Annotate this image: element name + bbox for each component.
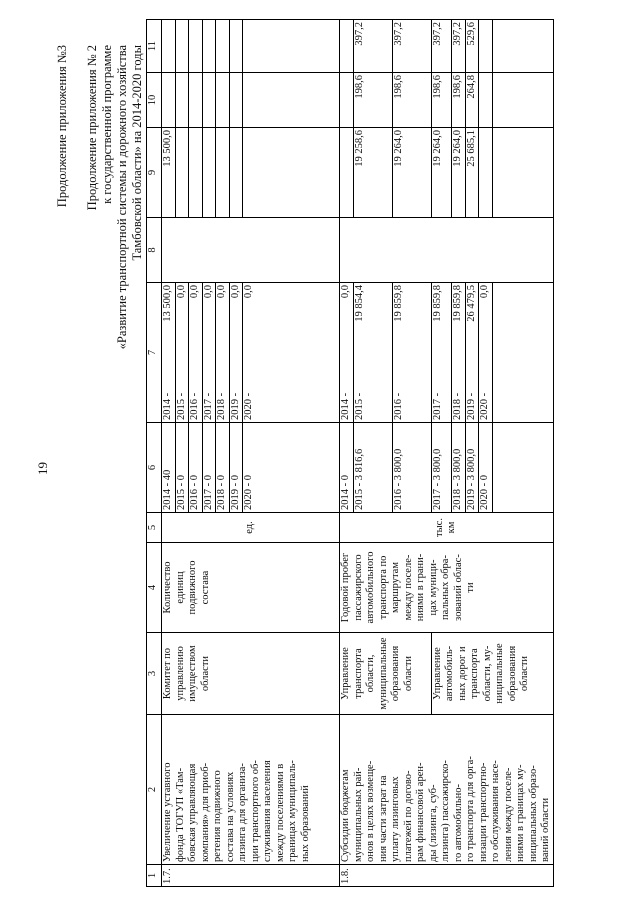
amount: 13 500,0 bbox=[162, 285, 173, 322]
table-row bbox=[162, 20, 176, 887]
funding-local bbox=[175, 73, 189, 128]
funding-local bbox=[479, 73, 493, 128]
target-value: 2019 - 0 bbox=[229, 423, 243, 513]
text-line: км bbox=[446, 521, 458, 534]
column-header: 10 bbox=[147, 73, 162, 128]
measure-name bbox=[340, 715, 554, 865]
year: 2014 - bbox=[340, 392, 351, 420]
column-header: 11 bbox=[147, 20, 162, 73]
column-header: 9 bbox=[147, 128, 162, 218]
text-line: го обслуживания насе- bbox=[490, 760, 501, 862]
text-line: Управление bbox=[340, 647, 351, 700]
funding-local bbox=[216, 73, 230, 128]
target-value: 2016 - 3 800,0 bbox=[392, 423, 431, 513]
indicator bbox=[162, 543, 340, 633]
year: 2017 - bbox=[202, 392, 214, 420]
funding-local bbox=[340, 73, 354, 128]
year: 2017 - bbox=[431, 392, 443, 420]
funding-other: 397,2 bbox=[392, 20, 431, 73]
year: 2018 - bbox=[452, 392, 463, 420]
empty-cell bbox=[492, 423, 553, 513]
text-line: области, bbox=[365, 654, 376, 693]
text-line: автомобиль- bbox=[444, 645, 455, 702]
text-line: цах муници- bbox=[427, 559, 439, 616]
funding-total bbox=[175, 283, 189, 423]
text-line: онов в целях возмеще- bbox=[365, 760, 376, 862]
text-line: Управление bbox=[431, 647, 443, 700]
amount: 0,0 bbox=[229, 285, 241, 299]
text-line: ных дорог и bbox=[456, 646, 468, 701]
text-line: ных образований bbox=[299, 785, 311, 862]
funding-other: 397,2 bbox=[353, 20, 392, 73]
funding-regional bbox=[216, 128, 230, 218]
program-measures-table bbox=[146, 19, 554, 887]
row-number: 1.8. bbox=[340, 865, 554, 887]
text-line: зований облас- bbox=[452, 554, 464, 621]
funding-regional: 25 685,1 bbox=[465, 128, 479, 218]
column-header: 1 bbox=[147, 865, 162, 887]
year: 2016 - bbox=[189, 392, 200, 420]
column-header: 5 bbox=[147, 513, 162, 543]
measure-name bbox=[162, 715, 340, 865]
text-line: Количество bbox=[162, 561, 173, 614]
year: 2015 - bbox=[353, 392, 365, 420]
text-line: рам финансовой арен- bbox=[415, 762, 426, 862]
unit-of-measure bbox=[340, 513, 554, 543]
text-line: области bbox=[199, 655, 211, 692]
target-value: 2018 - 0 bbox=[216, 423, 230, 513]
text-line: ды (лизинга, суб- bbox=[427, 784, 439, 862]
column-header: 7 bbox=[147, 283, 162, 423]
amount: 19 859,8 bbox=[431, 285, 443, 322]
text-line: образования bbox=[390, 645, 401, 702]
target-value: 2017 - 0 bbox=[202, 423, 216, 513]
funding-total bbox=[340, 283, 354, 423]
text-line: транспорта bbox=[469, 648, 480, 699]
target-value: 2018 - 3 800,0 bbox=[452, 423, 466, 513]
text-line: муниципальные bbox=[377, 637, 389, 710]
funding-regional bbox=[189, 128, 203, 218]
amount: 0,0 bbox=[189, 285, 200, 299]
funding-total bbox=[452, 283, 466, 423]
funding-total bbox=[162, 283, 176, 423]
funding-local bbox=[189, 73, 203, 128]
year: 2016 - bbox=[392, 392, 404, 420]
amount: 19 854,4 bbox=[353, 285, 365, 322]
header-line: «Развитие транспортной системы и дорожного хозяйства bbox=[115, 45, 129, 350]
funding-regional bbox=[340, 128, 354, 218]
text-line: го транспорта для орга- bbox=[465, 756, 476, 862]
year: 2018 - bbox=[216, 392, 227, 420]
header-line: к государственной программе bbox=[100, 45, 114, 204]
funding-other: 397,2 bbox=[452, 20, 466, 73]
funding-total bbox=[189, 283, 203, 423]
amount: 0,0 bbox=[479, 285, 490, 299]
row-number: 1.7. bbox=[162, 865, 340, 887]
funding-local bbox=[162, 73, 176, 128]
text-line: состава bbox=[199, 570, 211, 605]
funding-other bbox=[243, 20, 340, 73]
text-line: между поселе- bbox=[402, 554, 414, 621]
funding-local bbox=[202, 73, 216, 128]
amount: 19 859,8 bbox=[452, 285, 463, 322]
funding-regional: 19 258,6 bbox=[353, 128, 392, 218]
text-line: пальных обра- bbox=[440, 555, 451, 620]
funding-other: 397,2 bbox=[431, 20, 452, 73]
text-line: области, му- bbox=[481, 645, 493, 702]
text-line: компания» для приоб- bbox=[199, 762, 211, 862]
text-line: го автомобильно- bbox=[452, 783, 464, 862]
column-number-row bbox=[147, 20, 162, 887]
amount: 0,0 bbox=[202, 285, 214, 299]
text-line: ниями в границах му- bbox=[515, 764, 526, 862]
funding-regional: 19 264,0 bbox=[431, 128, 452, 218]
funding-other bbox=[340, 20, 354, 73]
funding-local: 198,6 bbox=[431, 73, 452, 128]
funding-local bbox=[229, 73, 243, 128]
text-line: единиц bbox=[174, 571, 186, 604]
funding-total bbox=[229, 283, 243, 423]
appendix-program-header bbox=[85, 45, 145, 349]
text-line: служивания населения bbox=[262, 760, 273, 862]
indicator bbox=[340, 543, 554, 633]
executor bbox=[162, 633, 340, 715]
text-line: имуществом bbox=[187, 645, 198, 702]
text-line: низации транспортно- bbox=[477, 762, 489, 862]
text-line: области bbox=[402, 655, 414, 692]
column-header: 4 bbox=[147, 543, 162, 633]
funding-other bbox=[162, 20, 176, 73]
text-line: ваний области bbox=[540, 797, 551, 862]
funding-total bbox=[202, 283, 216, 423]
funding-regional bbox=[229, 128, 243, 218]
target-value: 2019 - 3 800,0 bbox=[465, 423, 479, 513]
header-line: Тамбовской области» на 2014-2020 годы bbox=[130, 45, 144, 261]
funding-federal bbox=[162, 218, 340, 283]
appendix-continuation-title: Продолжение приложения №3 bbox=[55, 45, 69, 208]
text-line: автомобильного bbox=[365, 551, 376, 624]
funding-other bbox=[229, 20, 243, 73]
funding-regional: 19 264,0 bbox=[392, 128, 431, 218]
text-line: Увеличение уставного bbox=[162, 762, 173, 862]
target-value: 2014 - 40 bbox=[162, 423, 176, 513]
text-line: управлению bbox=[174, 646, 186, 701]
text-line: транспорта bbox=[352, 648, 364, 699]
text-line: маршрутам bbox=[390, 562, 401, 613]
year: 2019 - bbox=[229, 392, 241, 420]
empty-cell bbox=[492, 283, 553, 423]
text-line: уплату лизинговых bbox=[390, 776, 401, 862]
text-line: ти bbox=[465, 582, 476, 593]
funding-local: 198,6 bbox=[452, 73, 466, 128]
year: 2015 - bbox=[175, 392, 187, 420]
funding-regional bbox=[202, 128, 216, 218]
year: 2014 - bbox=[162, 392, 173, 420]
funding-local: 264,8 bbox=[465, 73, 479, 128]
amount: 0,0 bbox=[340, 285, 351, 299]
text-line: состава на условиях bbox=[224, 771, 236, 862]
funding-regional: 13 500,0 bbox=[162, 128, 176, 218]
column-header: 8 bbox=[147, 218, 162, 283]
empty-cell bbox=[492, 20, 553, 73]
text-line: пассажирского bbox=[352, 554, 364, 621]
text-line: ния части затрат на bbox=[377, 775, 389, 862]
funding-other: 529,6 bbox=[465, 20, 479, 73]
header-line: Продолжение приложения № 2 bbox=[85, 45, 99, 211]
amount: 0,0 bbox=[243, 285, 254, 299]
text-line: ниципальные bbox=[494, 643, 505, 704]
funding-total bbox=[243, 283, 340, 423]
target-value: 2015 - 0 bbox=[175, 423, 189, 513]
funding-other bbox=[175, 20, 189, 73]
amount: 26 479,5 bbox=[465, 285, 477, 322]
text-line: муниципальных рай- bbox=[352, 767, 364, 862]
text-line: образования bbox=[506, 645, 518, 702]
funding-total bbox=[465, 283, 479, 423]
executor bbox=[431, 633, 553, 715]
funding-total bbox=[431, 283, 452, 423]
text-line: границах муниципаль- bbox=[287, 760, 298, 862]
text-line: тыс. bbox=[433, 518, 445, 537]
text-line: Субсидии бюджетам bbox=[340, 769, 351, 862]
funding-total bbox=[479, 283, 493, 423]
funding-regional bbox=[243, 128, 340, 218]
text-line: лизинга для организа- bbox=[237, 763, 248, 862]
text-line: области bbox=[519, 655, 530, 692]
column-header: 3 bbox=[147, 633, 162, 715]
funding-total bbox=[392, 283, 431, 423]
funding-other bbox=[216, 20, 230, 73]
funding-regional bbox=[175, 128, 189, 218]
unit-of-measure: ед. bbox=[162, 513, 340, 543]
funding-other bbox=[202, 20, 216, 73]
funding-federal bbox=[340, 218, 554, 283]
empty-cell bbox=[492, 128, 553, 218]
funding-other bbox=[479, 20, 493, 73]
table-row bbox=[340, 20, 354, 887]
text-line: платежей по догово- bbox=[402, 770, 414, 862]
text-line: ниципальных образо- bbox=[527, 765, 539, 862]
empty-cell bbox=[492, 73, 553, 128]
funding-regional bbox=[479, 128, 493, 218]
year: 2019 - bbox=[465, 392, 477, 420]
text-line: транспорта по bbox=[377, 555, 389, 620]
funding-local bbox=[243, 73, 340, 128]
text-line: ции транспортного об- bbox=[249, 760, 261, 862]
amount: 19 859,8 bbox=[392, 285, 404, 322]
funding-regional: 19 264,0 bbox=[452, 128, 466, 218]
text-line: ретения подвижного bbox=[212, 770, 223, 862]
year: 2020 - bbox=[243, 392, 254, 420]
column-header: 6 bbox=[147, 423, 162, 513]
amount: 0,0 bbox=[216, 285, 227, 299]
executor bbox=[340, 633, 432, 715]
funding-total bbox=[216, 283, 230, 423]
target-value: 2017 - 3 800,0 bbox=[431, 423, 452, 513]
page-number: 19 bbox=[35, 462, 50, 475]
target-value: 2015 - 3 816,6 bbox=[353, 423, 392, 513]
funding-local: 198,6 bbox=[353, 73, 392, 128]
funding-total bbox=[353, 283, 392, 423]
funding-other bbox=[189, 20, 203, 73]
text-line: фонда ТОГУП «Там- bbox=[174, 767, 186, 862]
target-value: 2020 - 0 bbox=[479, 423, 493, 513]
text-line: подвижного bbox=[187, 560, 198, 615]
text-line: ления между поселе- bbox=[502, 767, 514, 862]
target-value: 2020 - 0 bbox=[243, 423, 340, 513]
year: 2020 - bbox=[479, 392, 490, 420]
text-line: между поселениями в bbox=[274, 763, 286, 862]
text-line: бовская управляющая bbox=[187, 763, 198, 862]
text-line: ниями в грани- bbox=[415, 553, 426, 622]
amount: 0,0 bbox=[175, 285, 187, 299]
funding-local: 198,6 bbox=[392, 73, 431, 128]
target-value: 2016 - 0 bbox=[189, 423, 203, 513]
text-line: лизинга) пассажирско- bbox=[440, 760, 451, 862]
text-line: Комитет по bbox=[162, 647, 173, 700]
column-header: 2 bbox=[147, 715, 162, 865]
text-line: Годовой пробег bbox=[340, 552, 351, 623]
target-value: 2014 - 0 bbox=[340, 423, 354, 513]
